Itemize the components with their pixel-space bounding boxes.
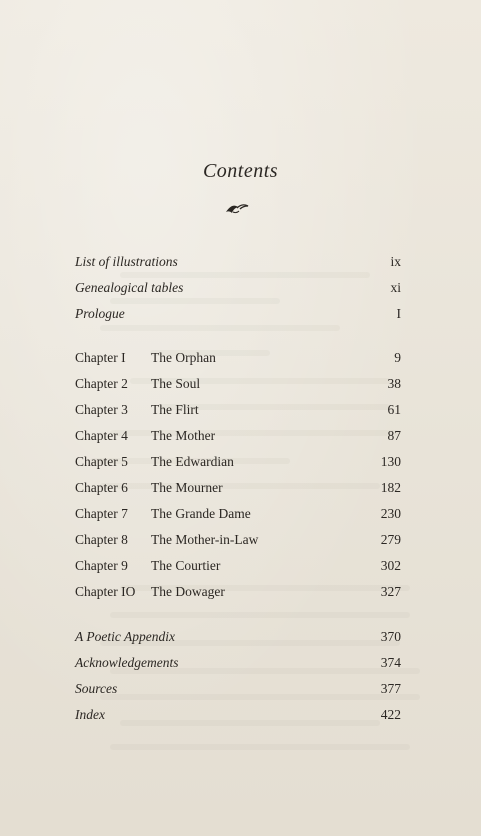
toc-entry-page: 370 xyxy=(380,629,401,644)
toc-chapter-2[interactable] xyxy=(0,376,481,396)
chapter-number: Chapter 3 xyxy=(75,402,128,417)
chapter-page: 9 xyxy=(394,350,401,365)
chapter-number: Chapter 6 xyxy=(75,480,128,495)
chapter-title: The Dowager xyxy=(151,584,225,599)
toc-entry-index[interactable] xyxy=(0,707,481,727)
chapter-number: Chapter 9 xyxy=(75,558,128,573)
fleuron-icon xyxy=(224,200,250,216)
chapter-page: 302 xyxy=(380,558,401,573)
toc-entry-page: xi xyxy=(390,280,401,295)
toc-entry-poetic-appendix[interactable] xyxy=(0,629,481,649)
toc-chapter-8[interactable] xyxy=(0,532,481,552)
toc-entry-page: 374 xyxy=(380,655,401,670)
chapter-number: Chapter 7 xyxy=(75,506,128,521)
chapter-page: 38 xyxy=(387,376,401,391)
chapter-title: The Orphan xyxy=(151,350,216,365)
chapter-title: The Mourner xyxy=(151,480,223,495)
chapter-number: Chapter 8 xyxy=(75,532,128,547)
toc-chapter-5[interactable] xyxy=(0,454,481,474)
chapter-number: Chapter 2 xyxy=(75,376,128,391)
toc-entry-label: List of illustrations xyxy=(75,254,178,269)
chapter-number: Chapter 4 xyxy=(75,428,128,443)
toc-chapter-9[interactable] xyxy=(0,558,481,578)
chapter-page: 61 xyxy=(387,402,401,417)
chapter-title: The Mother-in-Law xyxy=(151,532,259,547)
toc-entry-page: ix xyxy=(390,254,401,269)
toc-chapter-4[interactable] xyxy=(0,428,481,448)
toc-entry-label: Prologue xyxy=(75,306,125,321)
chapter-page: 182 xyxy=(380,480,401,495)
toc-entry-label: Acknowledgements xyxy=(75,655,179,670)
chapter-page: 230 xyxy=(380,506,401,521)
toc-entry-genealogical-tables[interactable] xyxy=(0,280,481,300)
chapter-title: The Flirt xyxy=(151,402,199,417)
toc-entry-acknowledgements[interactable] xyxy=(0,655,481,675)
chapter-title: The Soul xyxy=(151,376,201,391)
toc-chapter-10[interactable] xyxy=(0,584,481,604)
chapter-title: The Mother xyxy=(151,428,216,443)
toc-entry-page: 377 xyxy=(380,681,401,696)
chapter-number: Chapter I xyxy=(75,350,126,365)
toc-entry-label: Genealogical tables xyxy=(75,280,184,295)
toc-chapter-3[interactable] xyxy=(0,402,481,422)
toc-entry-label: A Poetic Appendix xyxy=(75,629,175,644)
chapter-page: 130 xyxy=(380,454,401,469)
toc-entry-prologue[interactable] xyxy=(0,306,481,326)
toc-entry-label: Index xyxy=(75,707,105,722)
toc-entry-sources[interactable] xyxy=(0,681,481,701)
chapter-page: 87 xyxy=(387,428,401,443)
toc-entry-page: 422 xyxy=(380,707,401,722)
chapter-number: Chapter 5 xyxy=(75,454,128,469)
chapter-page: 279 xyxy=(380,532,401,547)
chapter-title: The Edwardian xyxy=(151,454,234,469)
toc-entry-list-of-illustrations[interactable] xyxy=(0,254,481,274)
toc-entry-page: I xyxy=(396,306,401,321)
chapter-title: The Courtier xyxy=(151,558,221,573)
toc-chapter-6[interactable] xyxy=(0,480,481,500)
contents-heading: Contents xyxy=(202,160,279,182)
toc-chapter-7[interactable] xyxy=(0,506,481,526)
chapter-page: 327 xyxy=(380,584,401,599)
toc-chapter-1[interactable] xyxy=(0,350,481,370)
chapter-number: Chapter IO xyxy=(75,584,136,599)
chapter-title: The Grande Dame xyxy=(151,506,251,521)
toc-entry-label: Sources xyxy=(75,681,118,696)
